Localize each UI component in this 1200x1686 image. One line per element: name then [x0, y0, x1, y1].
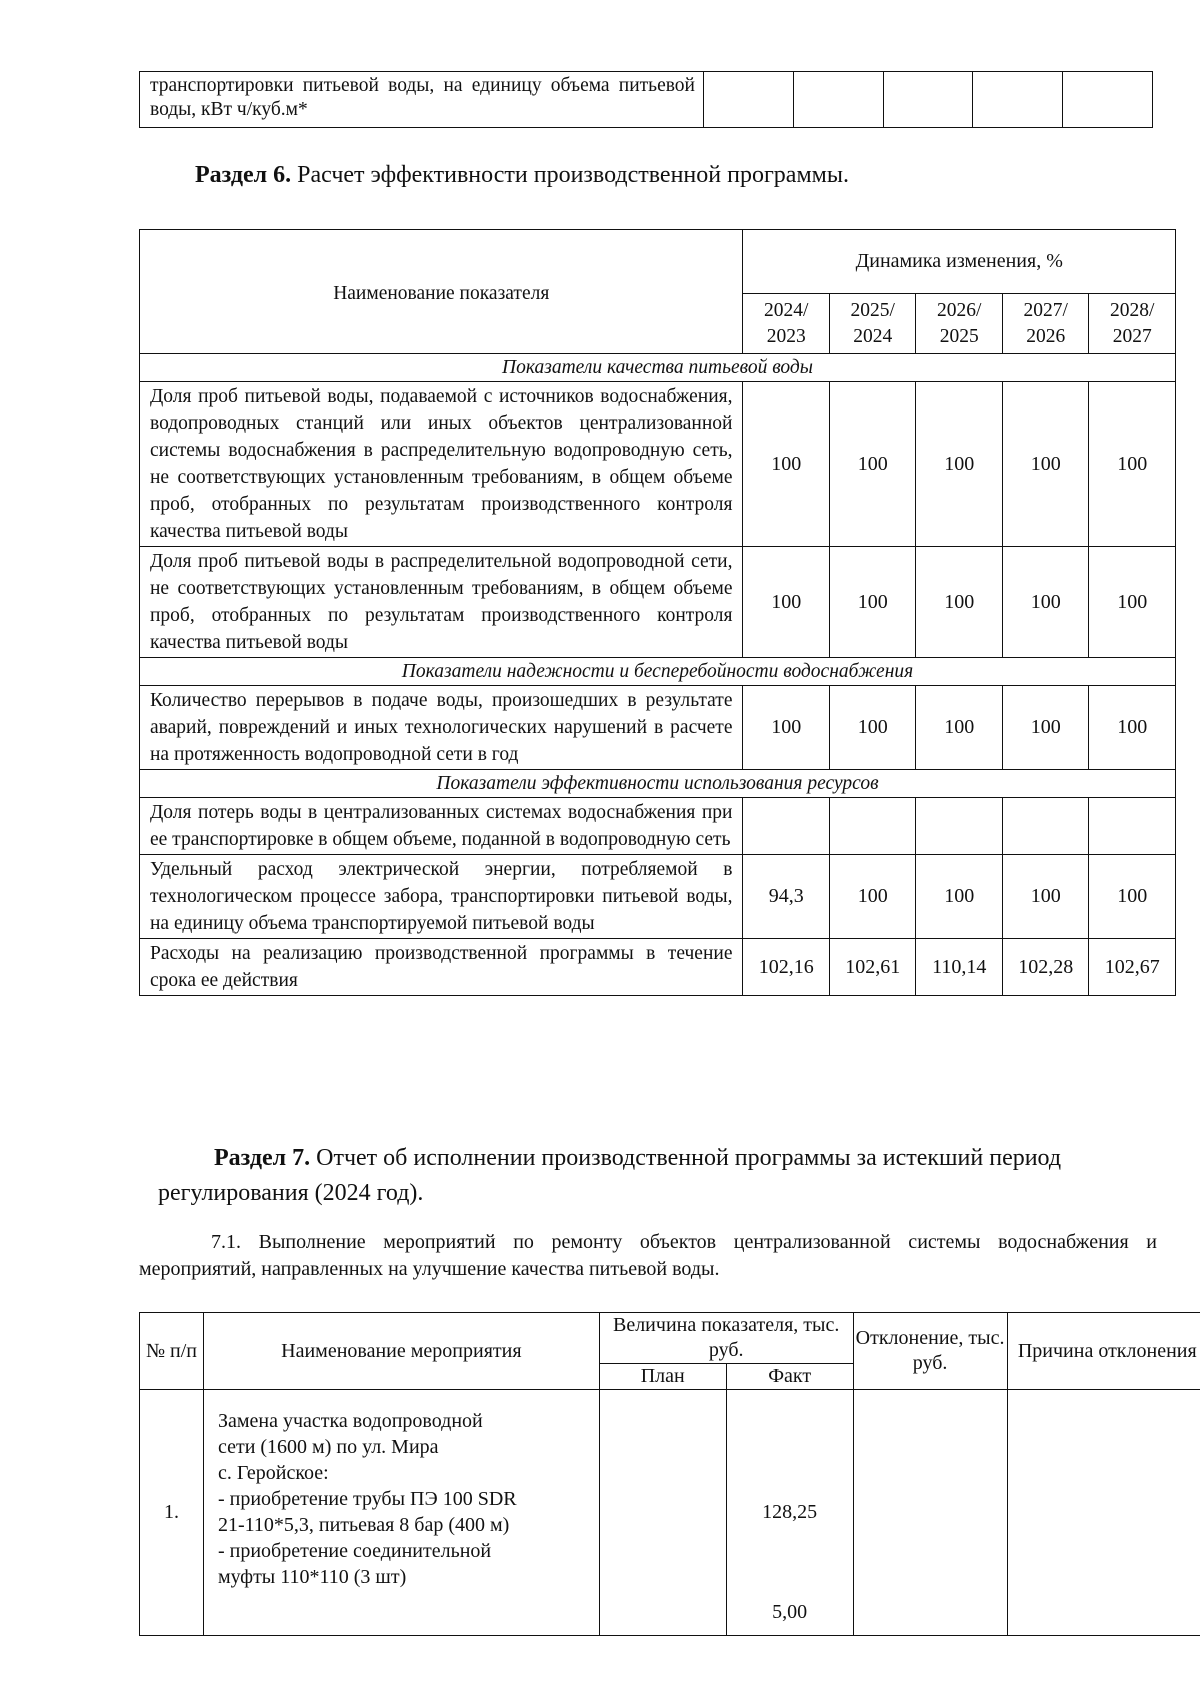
- table-row: [140, 547, 1176, 658]
- value-cell: [883, 72, 973, 128]
- activity-line: муфты 110*110 (3 шт): [217, 1566, 407, 1588]
- indicator-name: Доля потерь воды в централизованных системах водоснабжения при ее транспортировке в общем объеме, поданной в водопроводную сеть: [140, 798, 743, 855]
- value-cell: 100: [1002, 855, 1089, 939]
- table-group-row: [140, 770, 1176, 798]
- header-number: № п/п: [140, 1313, 204, 1390]
- top-table-fragment: [139, 71, 1153, 128]
- table-group-row: [140, 658, 1176, 686]
- activity-line: - приобретение соединительной: [217, 1540, 492, 1562]
- table-row: [140, 382, 1176, 547]
- table-row: [140, 798, 1176, 855]
- value-cell: 100: [829, 382, 916, 547]
- indicator-name: Количество перерывов в подаче воды, произошедших в результате аварий, повреждений и иных технологических нарушений в расчете на протяженность водопроводной сети в год: [140, 686, 743, 770]
- section-7-title-continuation: регулирования (2024 год).: [158, 1180, 424, 1206]
- table-group-row: [140, 354, 1176, 382]
- indicator-cell: транспортировки питьевой воды, на единицу объема питьевой воды, кВт ч/куб.м*: [140, 72, 704, 128]
- header-year: 2028/ 2027: [1089, 294, 1176, 354]
- value-cell: [916, 798, 1003, 855]
- efficiency-table: [139, 229, 1176, 996]
- value-cell: [793, 72, 883, 128]
- table-row: [140, 855, 1176, 939]
- header-dynamics: Динамика изменения, %: [743, 230, 1176, 294]
- fact-value: 128,25: [762, 1501, 818, 1523]
- value-cell: 100: [1002, 547, 1089, 658]
- plan-cell: [599, 1390, 726, 1636]
- table-row: [140, 1390, 1200, 1636]
- activity-name: [203, 1390, 599, 1636]
- header-plan: План: [599, 1364, 726, 1390]
- value-cell: 102,28: [1002, 939, 1089, 996]
- value-cell: 100: [916, 686, 1003, 770]
- value-cell: [973, 72, 1063, 128]
- activity-line: - приобретение трубы ПЭ 100 SDR: [217, 1488, 517, 1510]
- value-cell: 100: [829, 855, 916, 939]
- value-cell: 100: [829, 547, 916, 658]
- indicator-name: Расходы на реализацию производственной программы в течение срока ее действия: [140, 939, 743, 996]
- fact-cell: [726, 1390, 853, 1636]
- value-cell: 102,16: [743, 939, 830, 996]
- activity-line: 21-110*5,3, питьевая 8 бар (400 м): [217, 1514, 510, 1536]
- header-year: 2025/ 2024: [829, 294, 916, 354]
- header-deviation: Отклонение, тыс. руб.: [853, 1313, 1007, 1390]
- value-cell: 100: [916, 855, 1003, 939]
- value-cell: 102,61: [829, 939, 916, 996]
- paragraph-7-1: 7.1. Выполнение мероприятий по ремонту объектов централизованной системы водоснабжения и мероприятий, направленных на улучшение качества питьевой воды.: [139, 1231, 1157, 1280]
- group-heading: Показатели надежности и бесперебойности водоснабжения: [140, 658, 1176, 686]
- value-cell: [1063, 72, 1153, 128]
- value-cell: 100: [743, 547, 830, 658]
- table-row: [140, 686, 1176, 770]
- value-cell: [1089, 798, 1176, 855]
- indicator-name: Доля проб питьевой воды в распределительной водопроводной сети, не соответствующих установленным требованиям, в общем объеме проб, отобранных по результатам производственного контроля качества питьевой воды: [140, 547, 743, 658]
- header-reason: Причина отклонения: [1007, 1313, 1200, 1390]
- group-heading: Показатели качества питьевой воды: [140, 354, 1176, 382]
- value-cell: 94,3: [743, 855, 830, 939]
- table-row: [140, 72, 1153, 128]
- value-cell: 100: [1089, 855, 1176, 939]
- value-cell: 100: [1089, 686, 1176, 770]
- header-year: 2026/ 2025: [916, 294, 1003, 354]
- header-year: 2024/ 2023: [743, 294, 830, 354]
- indicator-name: Доля проб питьевой воды, подаваемой с источников водоснабжения, водопроводных станций или иных объектов централизованной системы водоснабжения в распределительную водопроводную сеть, не соответствующих установленным требованиям, в общем объеме проб, отобранных по результатам производственного контроля качества питьевой воды: [140, 382, 743, 547]
- value-cell: 100: [829, 686, 916, 770]
- section-6-title: Расчет эффективности производственной программы.: [297, 162, 849, 188]
- section-6-heading: [195, 158, 849, 192]
- section-6-label: Раздел 6.: [195, 162, 292, 188]
- value-cell: 100: [1089, 547, 1176, 658]
- header-activity-name: Наименование мероприятия: [203, 1313, 599, 1390]
- value-cell: 100: [1002, 382, 1089, 547]
- value-cell: 102,67: [1089, 939, 1176, 996]
- value-cell: 110,14: [916, 939, 1003, 996]
- row-number: 1.: [140, 1390, 204, 1636]
- activity-line: Замена участка водопроводной: [217, 1410, 483, 1432]
- activity-line: с. Геройское:: [217, 1462, 329, 1484]
- reason-cell: [1007, 1390, 1200, 1636]
- value-cell: 100: [743, 382, 830, 547]
- section-7-heading: [214, 1141, 1159, 1175]
- value-cell: [1002, 798, 1089, 855]
- indicator-name: Удельный расход электрической энергии, потребляемой в технологическом процессе забора, транспортировки питьевой воды, на единицу объема транспортируемой питьевой воды: [140, 855, 743, 939]
- header-value: Величина показателя, тыс. руб.: [599, 1313, 853, 1364]
- header-indicator-name: Наименование показателя: [140, 230, 743, 354]
- value-cell: [743, 798, 830, 855]
- value-cell: 100: [1002, 686, 1089, 770]
- table-header-row: [140, 230, 1176, 294]
- activity-line: сети (1600 м) по ул. Мира: [217, 1436, 439, 1458]
- value-cell: [829, 798, 916, 855]
- value-cell: [704, 72, 794, 128]
- header-year: 2027/ 2026: [1002, 294, 1089, 354]
- value-cell: 100: [916, 382, 1003, 547]
- group-heading: Показатели эффективности использования ресурсов: [140, 770, 1176, 798]
- value-cell: 100: [743, 686, 830, 770]
- deviation-cell: [853, 1390, 1007, 1636]
- fact-value: 5,00: [772, 1601, 808, 1623]
- activities-table: [139, 1312, 1200, 1636]
- section-7-label: Раздел 7.: [214, 1145, 311, 1171]
- value-cell: 100: [916, 547, 1003, 658]
- section-7-title: Отчет об исполнении производственной программы за истекший период: [316, 1145, 1062, 1171]
- value-cell: 100: [1089, 382, 1176, 547]
- table-row: [140, 939, 1176, 996]
- table-header-row: [140, 1313, 1200, 1364]
- header-fact: Факт: [726, 1364, 853, 1390]
